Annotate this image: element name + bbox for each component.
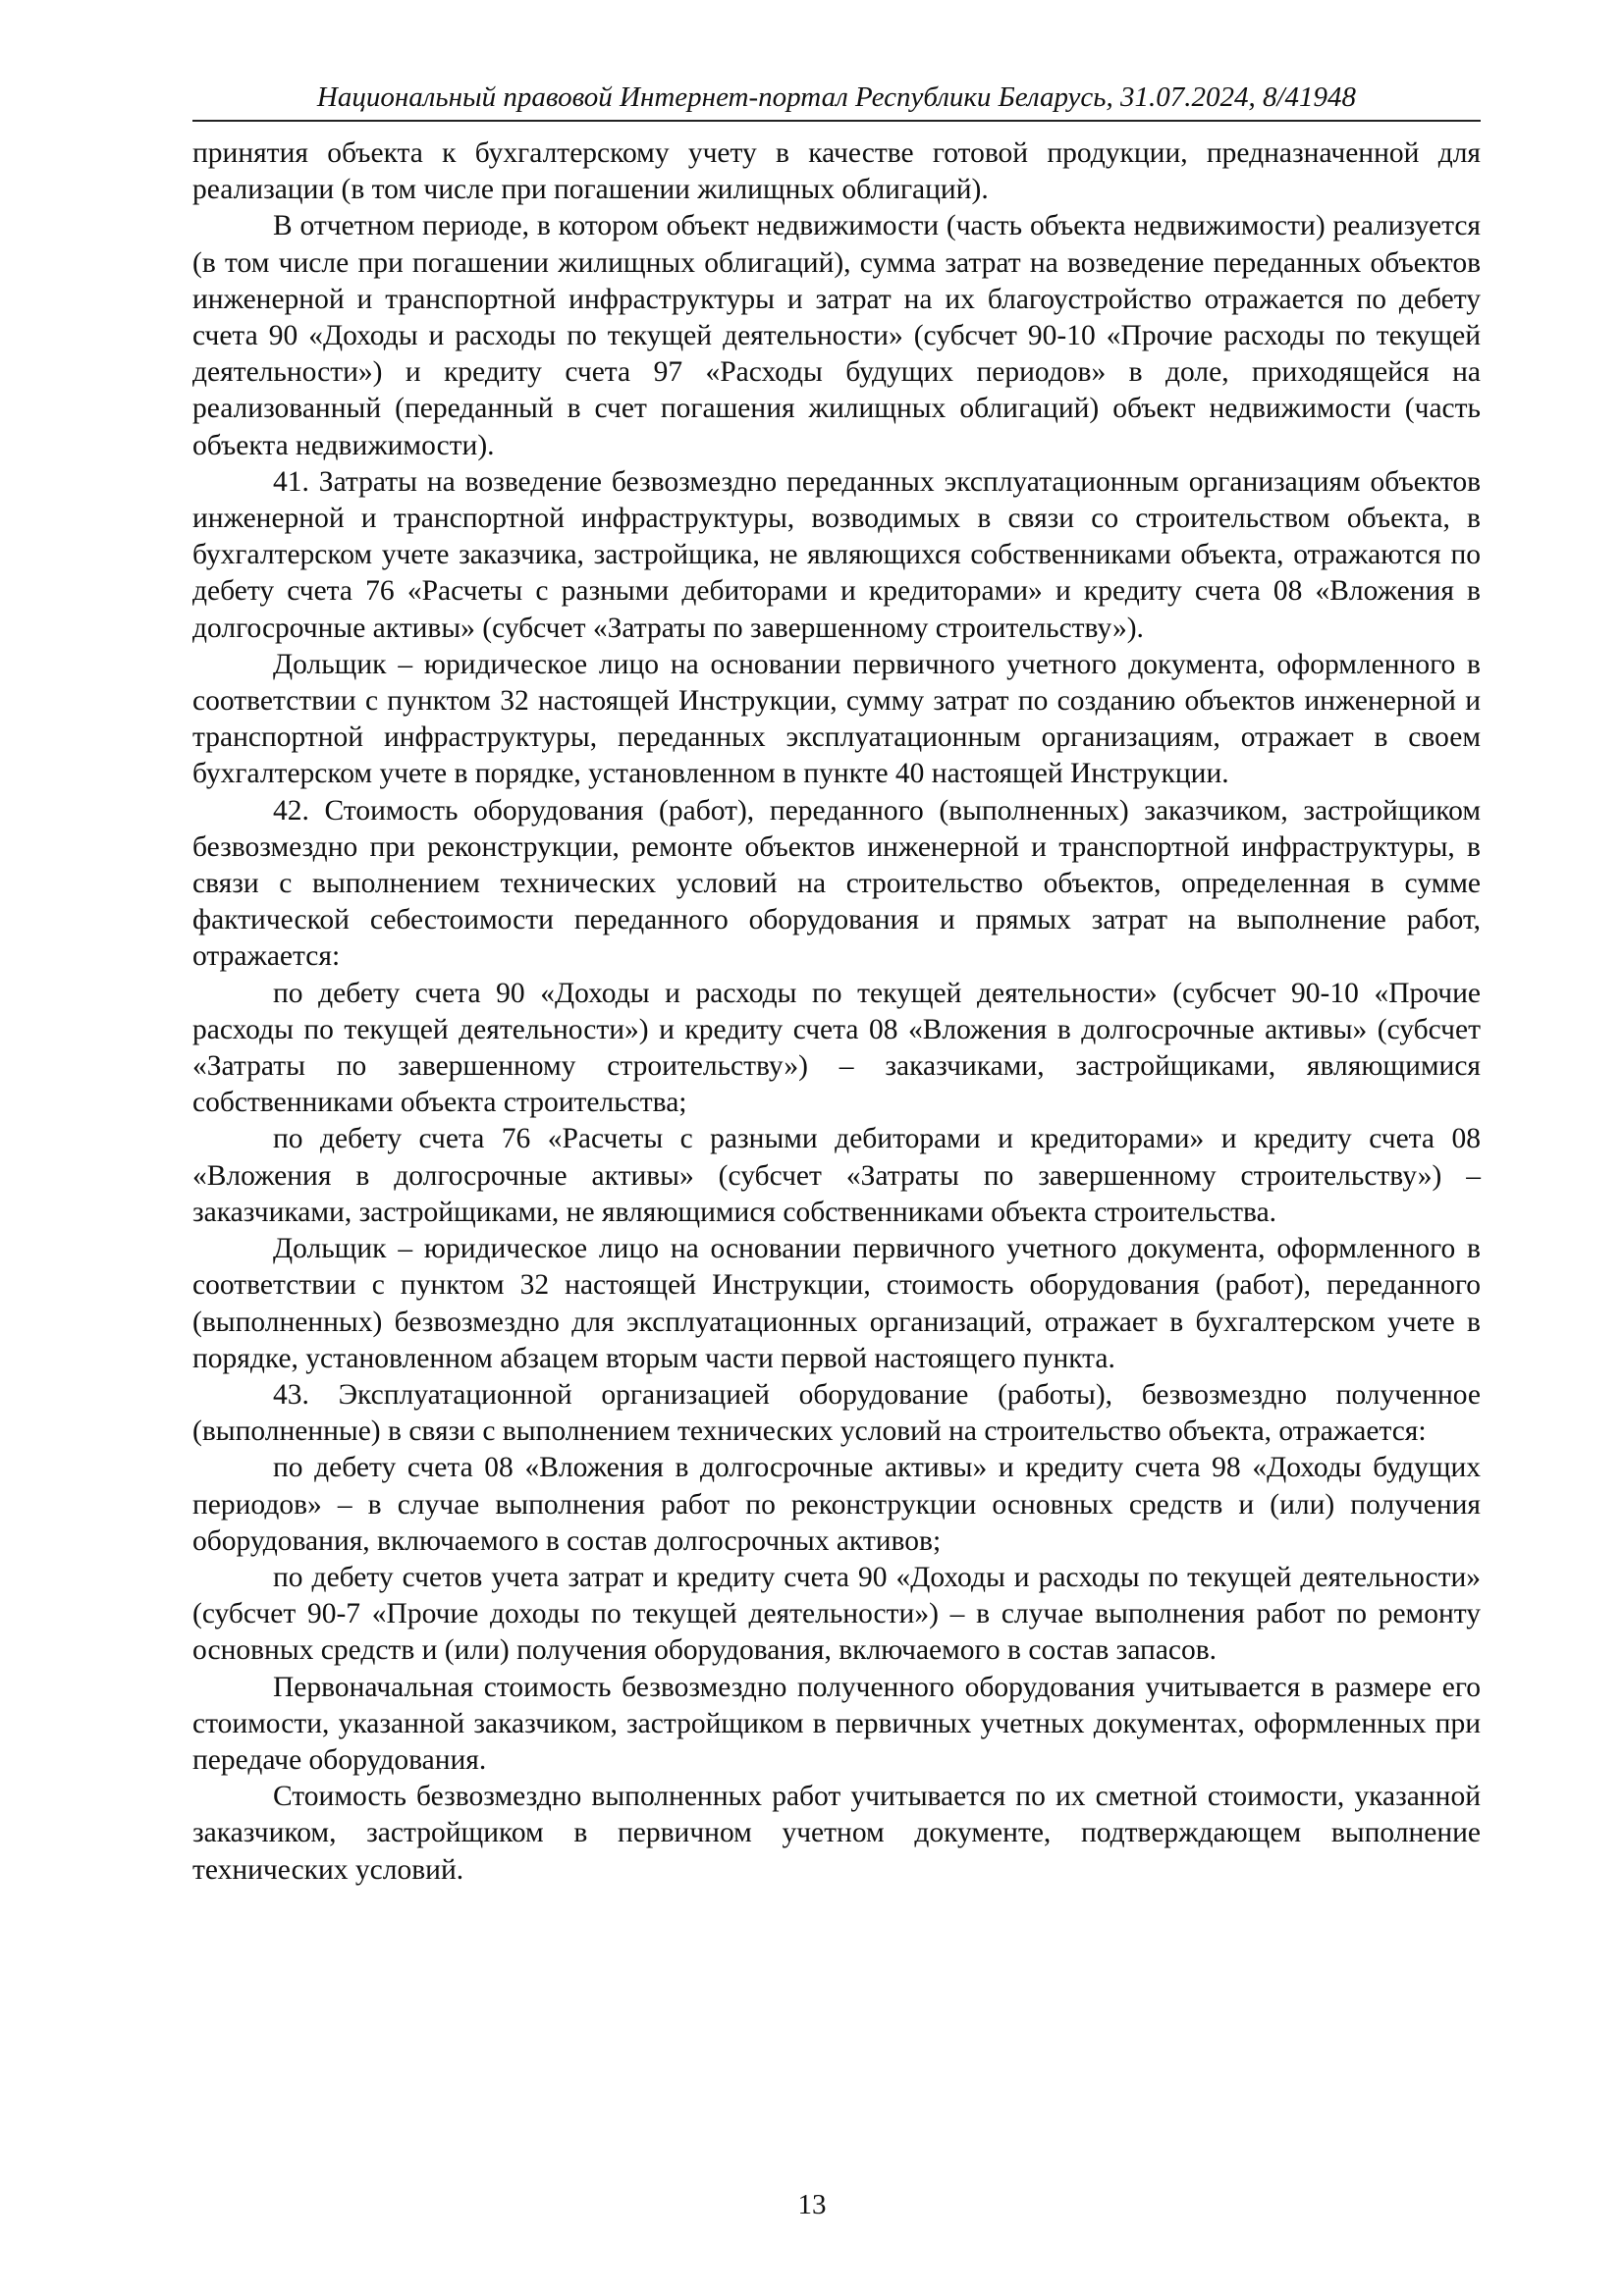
paragraph: 43. Эксплуатационной организацией оборудование (работы), безвозмездно полученное (выполненные) в связи с выполнением технических условий на строительство объекта, отражается: [192,1378,1481,1448]
paragraph: Стоимость безвозмездно выполненных работ учитывается по их сметной стоимости, указанной заказчиком, застройщиком в первичном учетном документе, подтверждающем выполнение технических условий. [192,1781,1481,1886]
page-header: Национальный правовой Интернет-портал Республики Беларусь, 31.07.2024, 8/41948 [316,81,1357,113]
paragraph: принятия объекта к бухгалтерскому учету в качестве готовой продукции, предназначенной для реализации (в том числе при погашении жилищных облигаций). [192,137,1481,206]
document-body [192,135,1481,1889]
paragraph: по дебету счета 76 «Расчеты с разными дебиторами и кредиторами» и кредиту счета 08 «Вложения в долгосрочные активы» (субсчет «Затраты по завершенному строительству») – заказчиками, застройщиками, не являющимися собственниками объекта строительства. [192,1123,1481,1228]
paragraph: по дебету счета 90 «Доходы и расходы по текущей деятельности» (субсчет 90-10 «Прочие расходы по текущей деятельности») и кредиту счета 08 «Вложения в долгосрочные активы» (субсчет «Затраты по завершенному строительству») – заказчиками, застройщиками, являющимися собственниками объекта строительства; [192,977,1481,1119]
header-divider [192,120,1481,122]
paragraph: 41. Затраты на возведение безвозмездно переданных эксплуатационным организациям объектов инженерной и транспортной инфраструктуры, возводимых в связи со строительством объекта, в бухгалтерском учете заказчика, застройщика, не являющихся собственниками объекта, отражаются по дебету счета 76 «Расчеты с разными дебиторами и кредиторами» и кредиту счета 08 «Вложения в долгосрочные активы» (субсчет «Затраты по завершенному строительству»). [192,465,1481,644]
paragraph: по дебету счета 08 «Вложения в долгосрочные активы» и кредиту счета 98 «Доходы будущих периодов» – в случае выполнения работ по реконструкции основных средств и (или) получения оборудования, включаемого в состав долгосрочных активов; [192,1452,1481,1557]
paragraph: Дольщик – юридическое лицо на основании первичного учетного документа, оформленного в соответствии с пунктом 32 настоящей Инструкции, сумму затрат по созданию объектов инженерной и транспортной инфраструктуры, переданных эксплуатационным организациям, отражает в своем бухгалтерском учете в порядке, установленном в пункте 40 настоящей Инструкции. [192,648,1481,790]
page-number: 13 [797,2189,827,2220]
paragraph: по дебету счетов учета затрат и кредиту счета 90 «Доходы и расходы по текущей деятельности» (субсчет 90-7 «Прочие доходы по текущей деятельности») – в случае выполнения работ по ремонту основных средств и (или) получения оборудования, включаемого в состав запасов. [192,1561,1481,1667]
paragraph: В отчетном периоде, в котором объект недвижимости (часть объекта недвижимости) реализуется (в том числе при погашении жилищных облигаций), сумма затрат на возведение переданных объектов инженерной и транспортной инфраструктуры и затрат на их благоустройство отражается по дебету счета 90 «Доходы и расходы по текущей деятельности» (субсчет 90-10 «Прочие расходы по текущей деятельности») и кредиту счета 97 «Расходы будущих периодов» в доле, приходящейся на реализованный (переданный в счет погашения жилищных облигаций) объект недвижимости (часть объекта недвижимости). [192,210,1481,461]
paragraph: 42. Стоимость оборудования (работ), переданного (выполненных) заказчиком, застройщиком безвозмездно при реконструкции, ремонте объектов инженерной и транспортной инфраструктуры, в связи с выполнением технических условий на строительство объектов, определенная в сумме фактической себестоимости переданного оборудования и прямых затрат на выполнение работ, отражается: [192,794,1481,973]
paragraph: Дольщик – юридическое лицо на основании первичного учетного документа, оформленного в соответствии с пунктом 32 настоящей Инструкции, стоимость оборудования (работ), переданного (выполненных) безвозмездно для эксплуатационных организаций, отражает в бухгалтерском учете в порядке, установленном абзацем вторым части первой настоящего пункта. [192,1233,1481,1374]
paragraph: Первоначальная стоимость безвозмездно полученного оборудования учитывается в размере его стоимости, указанной заказчиком, застройщиком в первичных учетных документах, оформленных при передаче оборудования. [192,1671,1481,1776]
